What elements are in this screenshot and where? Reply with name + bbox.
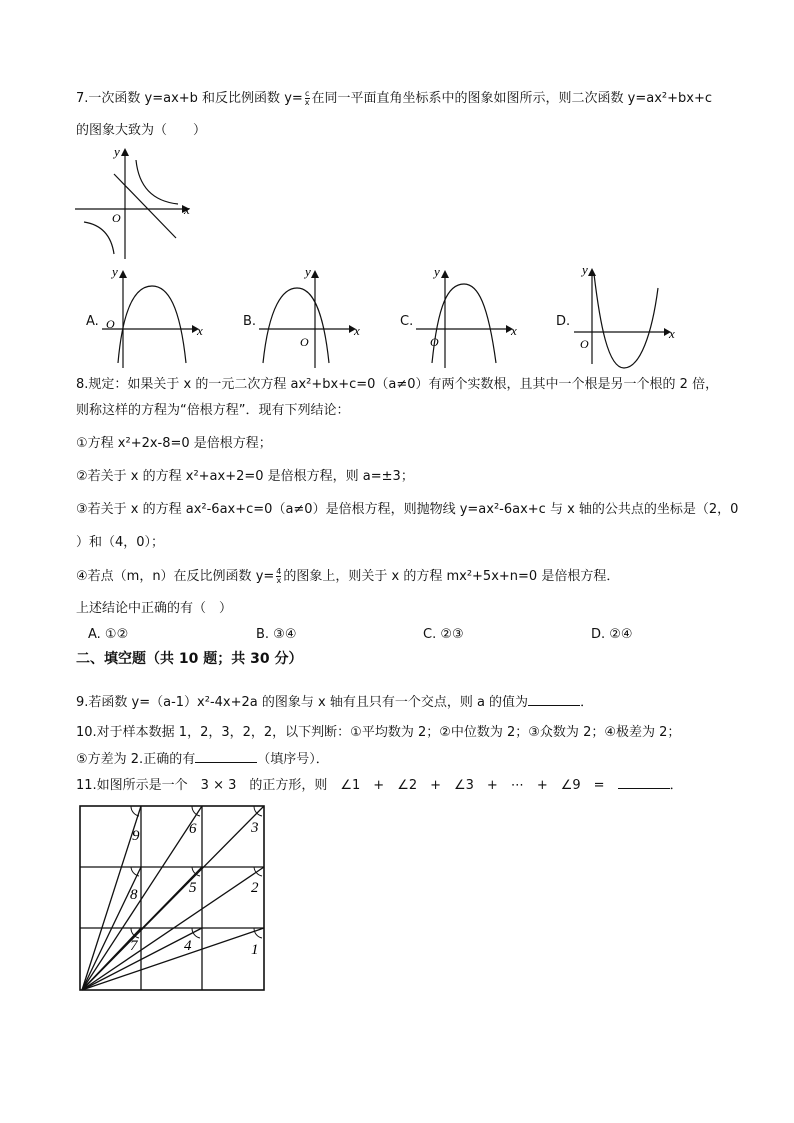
q8-statement-4 <box>76 568 619 585</box>
q8-line2: 则称这样的方程为“倍根方程”．现有下列结论： <box>76 403 350 418</box>
option-c-graph[interactable] <box>412 266 522 370</box>
q9-answer-blank[interactable] <box>528 693 580 706</box>
axis-x-label: x <box>511 323 517 338</box>
q8-statement-2: ②若关于 x 的方程 x²+ax+2=0 是倍根方程，则 a=±3； <box>76 469 414 484</box>
q11-text: 11.如图所示是一个 3 × 3 的正方形，则 ∠1 + ∠2 + ∠3 + ⋯ + ∠9 = <box>76 778 605 793</box>
axis-x-label: x <box>669 326 675 341</box>
axis-y-label: y <box>112 266 118 279</box>
origin-label: O <box>580 337 589 351</box>
option-d-graph[interactable] <box>570 264 680 374</box>
frac-den: x <box>304 98 310 107</box>
q7-text-b: 在同一平面直角坐标系中的图象如图所示，则二次函数 y=ax²+bx+c <box>311 91 712 106</box>
option-c-label[interactable]: C. <box>400 314 414 329</box>
option-d-label[interactable]: D. <box>556 314 571 329</box>
angle-label-3: 3 <box>251 820 259 836</box>
q10-line2 <box>76 750 329 768</box>
q7-figure-main <box>70 142 195 262</box>
origin-label: O <box>106 317 115 331</box>
angle-label-4: 4 <box>184 938 192 954</box>
option-a-label[interactable]: A. <box>86 314 99 329</box>
q10-answer-blank[interactable] <box>195 750 257 763</box>
option-a-graph[interactable] <box>98 266 208 370</box>
origin-label: O <box>430 335 439 349</box>
q8-s4-text-a: ④若点（m，n）在反比例函数 y= <box>76 569 275 584</box>
angle-label-5: 5 <box>189 880 197 896</box>
q8-line1: 8.规定：如果关于 x 的一元二次方程 ax²+bx+c=0（a≠0）有两个实数根，且其中一个根是另一个根的 2 倍， <box>76 377 719 392</box>
q11 <box>76 776 683 794</box>
q10-text: ⑤方差为 2.正确的有 <box>76 752 196 767</box>
q7-fraction <box>305 90 310 107</box>
q9-end: ． <box>580 695 594 710</box>
q9 <box>76 693 593 711</box>
q10-line1: 10.对于样本数据 1，2，3，2，2，以下判断：①平均数为 2；②中位数为 2；③众数为 2；④极差为 2； <box>76 725 681 740</box>
origin-label: O <box>112 211 121 225</box>
axis-y-label: y <box>434 266 440 279</box>
frac-den: x <box>276 576 282 585</box>
q11-answer-blank[interactable] <box>618 776 670 789</box>
q7-line2: 的图象大致为（ ） <box>76 123 207 138</box>
q8-choice-a[interactable]: A. ①② <box>88 627 129 642</box>
option-b-graph[interactable] <box>255 266 365 370</box>
q8-s4-text-b: 的图象上，则关于 x 的方程 mx²+5x+n=0 是倍根方程． <box>283 569 620 584</box>
frac-num: 4 <box>276 567 282 576</box>
axis-x-label: x <box>354 323 360 338</box>
axis-x-label: x <box>197 323 203 338</box>
q8-statement-3a: ③若关于 x 的方程 ax²-6ax+c=0（a≠0）是倍根方程，则抛物线 y=ax²-6ax+c 与 x 轴的公共点的坐标是（2，0 <box>76 502 739 517</box>
q7-line1 <box>76 90 712 107</box>
q11-grid-figure <box>78 804 270 996</box>
origin-label: O <box>300 335 309 349</box>
section-title: 二、填空题（共 10 题；共 30 分） <box>76 651 303 667</box>
angle-label-1: 1 <box>251 942 259 958</box>
q8-statement-1: ①方程 x²+2x-8=0 是倍根方程； <box>76 436 272 451</box>
q8-choice-c[interactable]: C. ②③ <box>423 627 464 642</box>
q8-statement-3b: ）和（4，0）； <box>76 535 165 550</box>
q10-end: （填序号）． <box>257 752 329 767</box>
option-b-label[interactable]: B. <box>243 314 257 329</box>
q9-text: 9.若函数 y=（a-1）x²-4x+2a 的图象与 x 轴有且只有一个交点，则 a 的值为 <box>76 695 529 710</box>
q8-ask: 上述结论中正确的有（ ） <box>76 601 233 616</box>
angle-label-6: 6 <box>189 821 197 837</box>
axis-x-label: x <box>184 202 190 217</box>
axis-y-label: y <box>114 144 120 159</box>
q11-end: ． <box>669 778 683 793</box>
q8-fraction <box>276 568 281 585</box>
angle-label-9: 9 <box>132 828 140 844</box>
axis-y-label: y <box>305 266 311 279</box>
q8-choice-b[interactable]: B. ③④ <box>256 627 297 642</box>
q7-text-a: 7.一次函数 y=ax+b 和反比例函数 y= <box>76 91 303 106</box>
angle-label-7: 7 <box>130 938 138 954</box>
axis-y-label: y <box>582 264 588 277</box>
angle-label-2: 2 <box>251 880 259 896</box>
q8-choice-d[interactable]: D. ②④ <box>591 627 633 642</box>
frac-num: c <box>304 89 310 98</box>
angle-label-8: 8 <box>130 887 138 903</box>
